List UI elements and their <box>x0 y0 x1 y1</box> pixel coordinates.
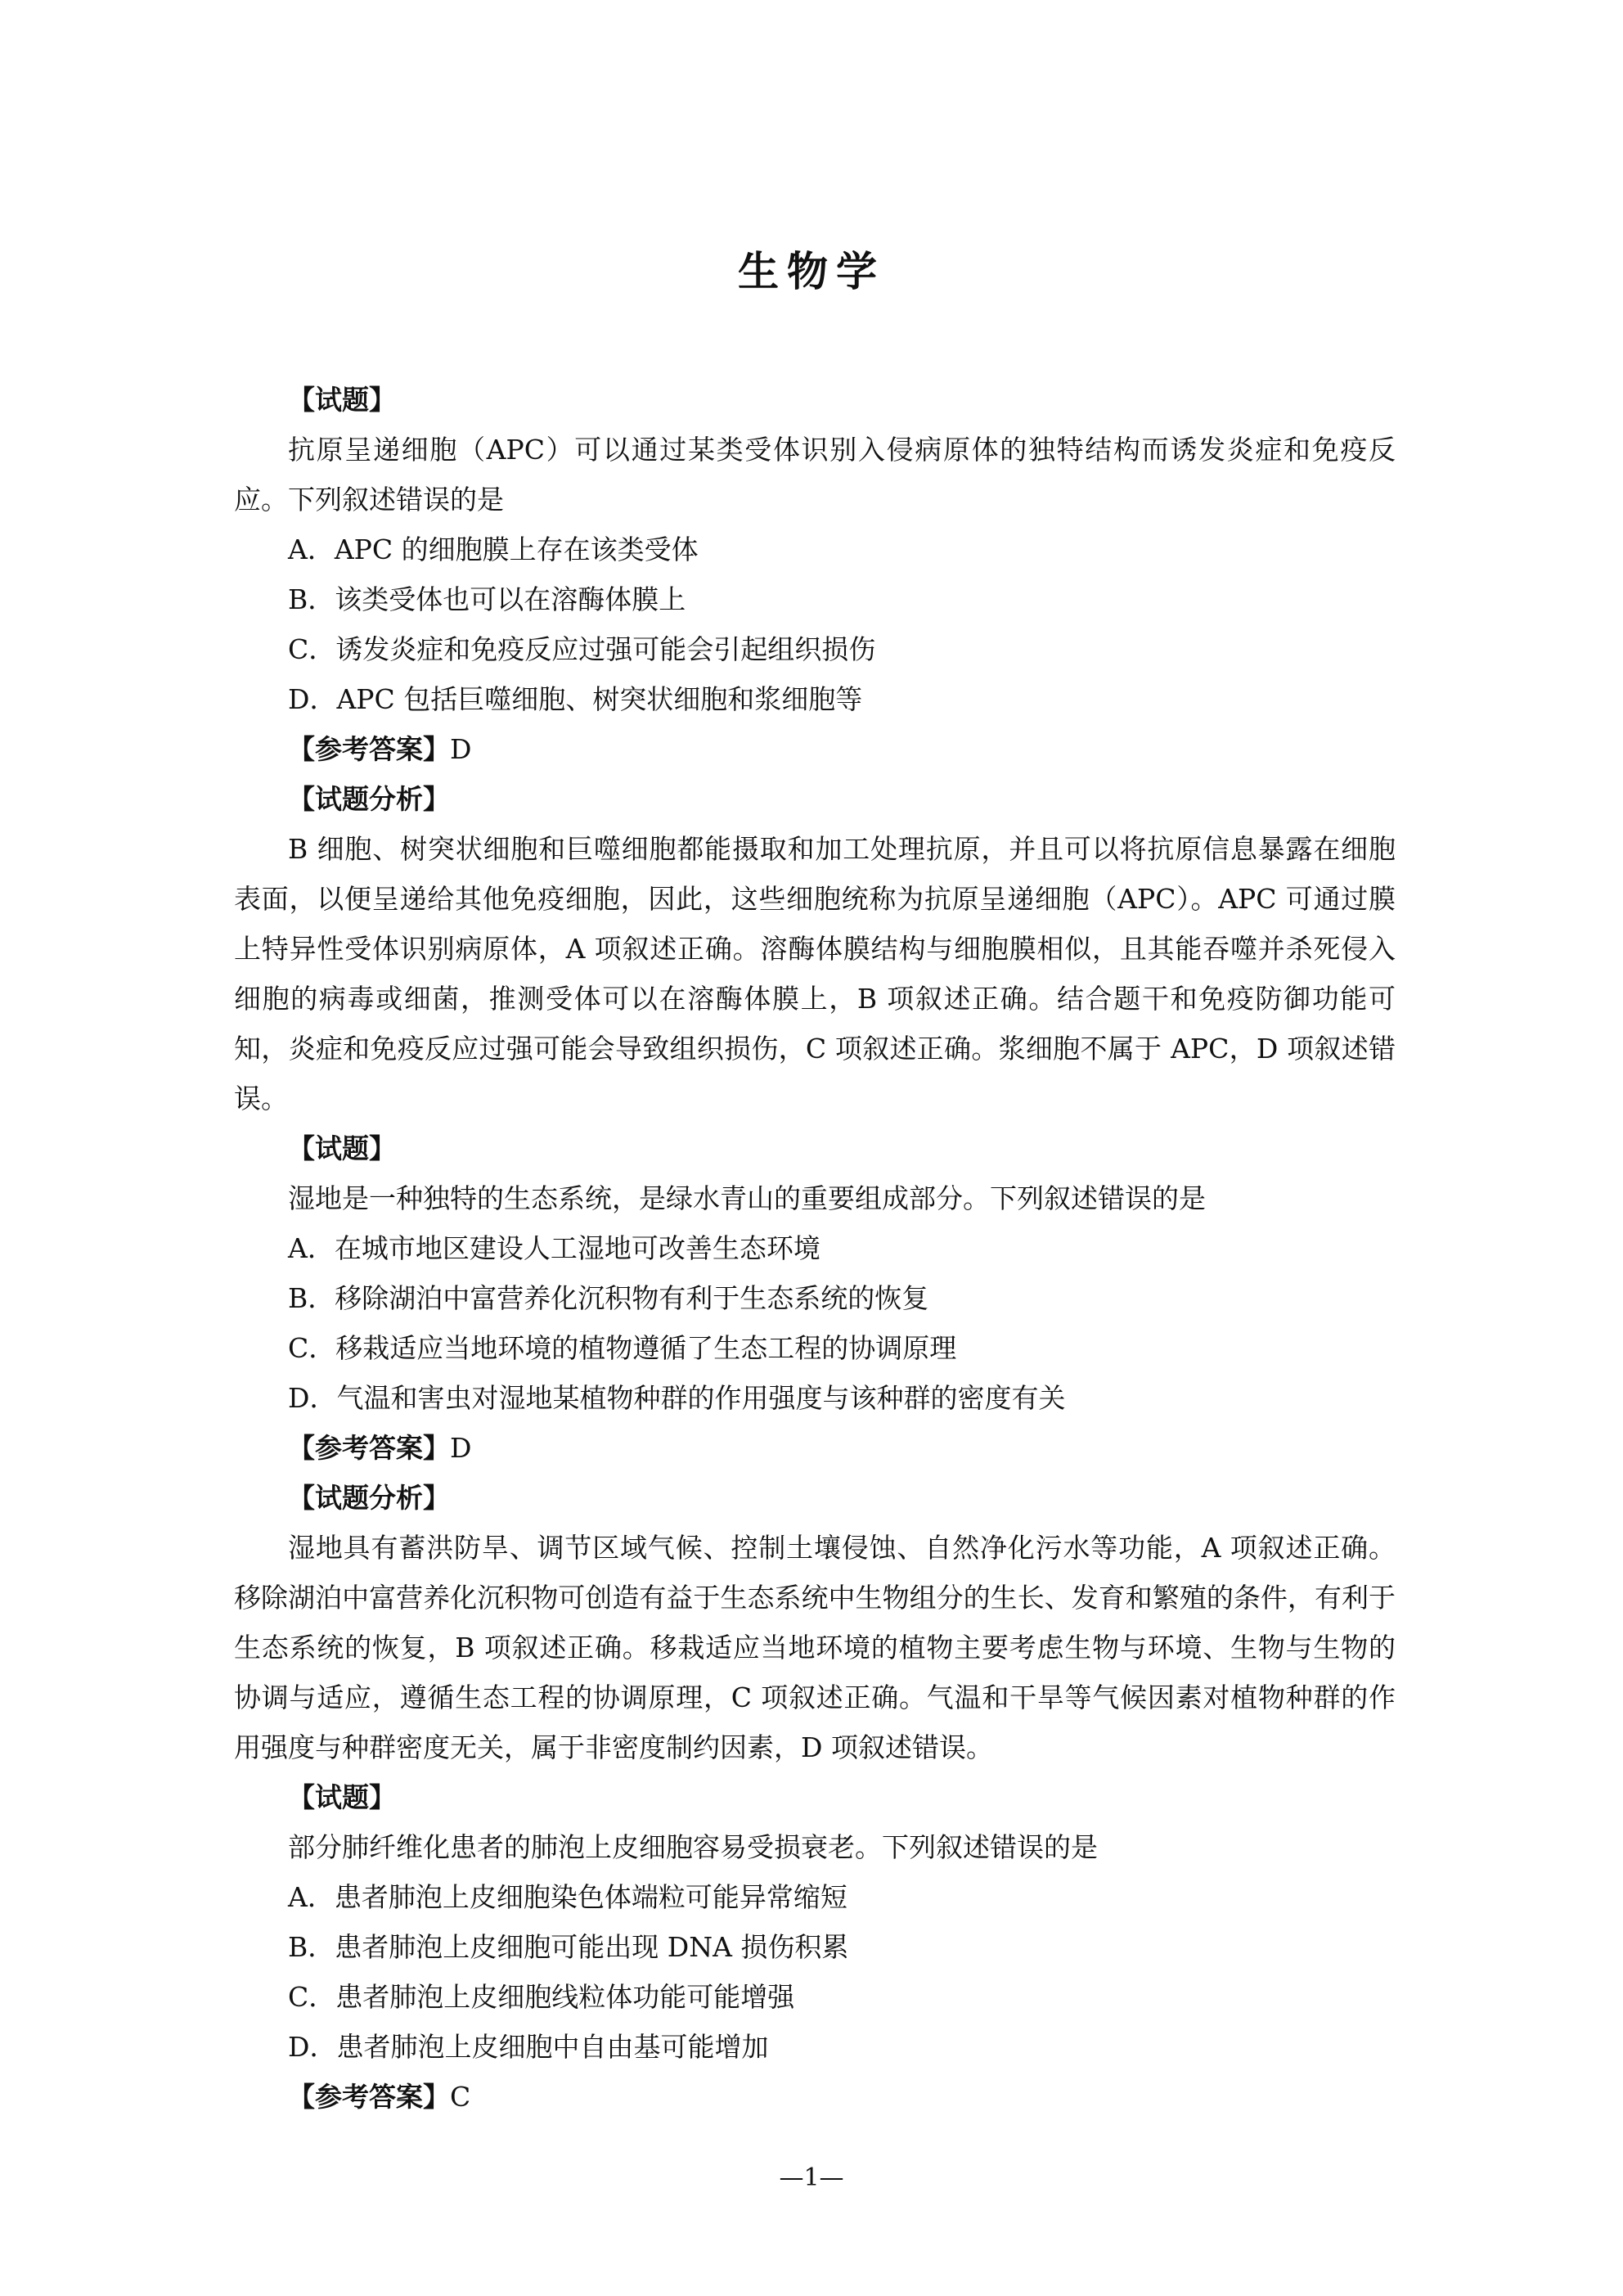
option-a: A．患者肺泡上皮细胞染色体端粒可能异常缩短 <box>288 1881 847 1913</box>
answer-value: C <box>450 2081 471 2113</box>
question-block-3 <box>234 1772 1396 2122</box>
option-c: C．移栽适应当地环境的植物遵循了生态工程的协调原理 <box>288 1332 957 1364</box>
answer-label: 【参考答案】 <box>288 2081 450 2113</box>
question-label: 【试题】 <box>288 1132 396 1164</box>
answer-line <box>234 2072 1396 2122</box>
analysis-text: 湿地具有蓄洪防旱、调节区域气候、控制土壤侵蚀、自然净化污水等功能，A 项叙述正确。移除湖泊中富营养化沉积物可创造有益于生态系统中生物组分的生长、发育和繁殖的条件，有利于生态系统的恢复，B 项叙述正确。移栽适应当地环境的植物主要考虑生物与环境、生物与生物的协调与适应，遵循生态工程的协调原理，C 项叙述正确。气温和干旱等气候因素对植物种群的作用强度与种群密度无关，属于非密度制约因素，D 项叙述错误。 <box>234 1532 1396 1763</box>
option-d: D．APC 包括巨噬细胞、树突状细胞和浆细胞等 <box>288 683 863 715</box>
answer-value: D <box>450 1432 472 1464</box>
option-b: B．该类受体也可以在溶酶体膜上 <box>288 583 686 615</box>
option-d: D．气温和害虫对湿地某植物种群的作用强度与该种群的密度有关 <box>288 1382 1066 1414</box>
document-content <box>234 375 1396 2122</box>
option-b: B．移除湖泊中富营养化沉积物有利于生态系统的恢复 <box>288 1282 929 1314</box>
question-label: 【试题】 <box>288 384 396 416</box>
option-a: A．APC 的细胞膜上存在该类受体 <box>288 533 699 565</box>
question-stem: 部分肺纤维化患者的肺泡上皮细胞容易受损衰老。下列叙述错误的是 <box>288 1831 1098 1863</box>
option-d: D．患者肺泡上皮细胞中自由基可能增加 <box>288 2031 769 2063</box>
page-number: —1— <box>779 2163 844 2192</box>
page-title: 生物学 <box>738 248 885 295</box>
answer-line <box>234 1423 1396 1473</box>
answer-value: D <box>450 733 472 765</box>
question-block-2 <box>234 1123 1396 1772</box>
answer-line <box>234 724 1396 774</box>
question-stem: 抗原呈递细胞（APC）可以通过某类受体识别入侵病原体的独特结构而诱发炎症和免疫反应。下列叙述错误的是 <box>234 434 1396 515</box>
option-c: C．患者肺泡上皮细胞线粒体功能可能增强 <box>288 1981 795 2013</box>
answer-label: 【参考答案】 <box>288 1432 450 1464</box>
analysis-text: B 细胞、树突状细胞和巨噬细胞都能摄取和加工处理抗原，并且可以将抗原信息暴露在细胞表面，以便呈递给其他免疫细胞，因此，这些细胞统称为抗原呈递细胞（APC）。APC 可通过膜上特异性受体识别病原体，A 项叙述正确。溶酶体膜结构与细胞膜相似，且其能吞噬并杀死侵入细胞的病毒或细菌，推测受体可以在溶酶体膜上，B 项叙述正确。结合题干和免疫防御功能可知，炎症和免疫反应过强可能会导致组织损伤，C 项叙述正确。浆细胞不属于 APC，D 项叙述错误。 <box>234 833 1396 1114</box>
option-b: B．患者肺泡上皮细胞可能出现 DNA 损伤积累 <box>288 1931 849 1963</box>
answer-label: 【参考答案】 <box>288 733 450 765</box>
option-a: A．在城市地区建设人工湿地可改善生态环境 <box>288 1232 820 1264</box>
question-stem: 湿地是一种独特的生态系统，是绿水青山的重要组成部分。下列叙述错误的是 <box>288 1182 1206 1214</box>
analysis-label: 【试题分析】 <box>288 783 450 815</box>
option-c: C．诱发炎症和免疫反应过强可能会引起组织损伤 <box>288 633 876 665</box>
analysis-label: 【试题分析】 <box>288 1482 450 1514</box>
question-label: 【试题】 <box>288 1781 396 1813</box>
question-block-1 <box>234 375 1396 1123</box>
